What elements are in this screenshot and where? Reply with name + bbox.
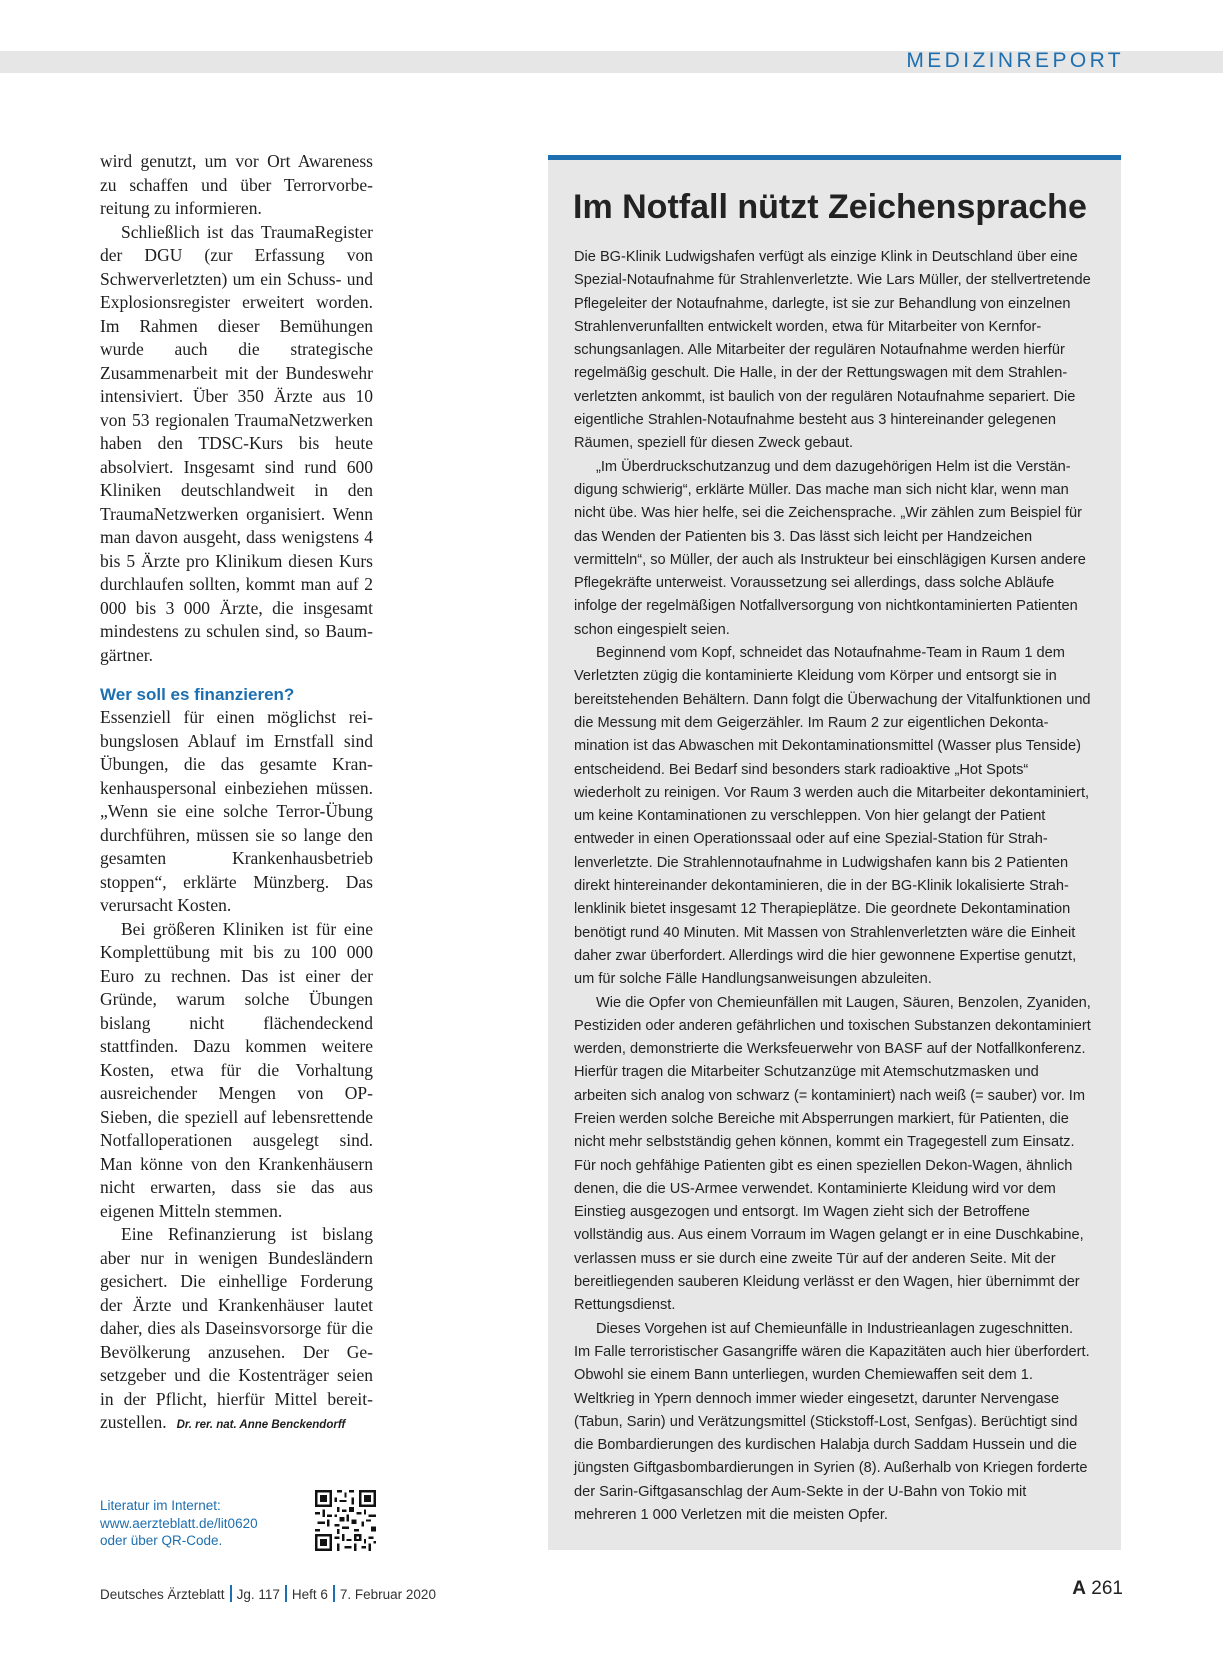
literature-label: Literatur im Internet: (100, 1498, 221, 1513)
body-paragraph: wird genutzt, um vor Ort Awareness zu schaffen und über Terrorvorbereitung zu informieren. (100, 151, 373, 218)
journal-issue: Heft 6 (291, 1587, 328, 1602)
footer-separator (333, 1585, 335, 1602)
page-prefix: A (1072, 1578, 1087, 1599)
info-box (548, 155, 1121, 1550)
box-paragraph: Die BG-Klinik Ludwigshafen verfügt als einzige Klink in Deutschland über eine Spezial-Notaufnahme für Strahlenverletzte. Wie Lars Müller, der stellvertretende Pflegeleiter der Notaufnahme, darlegte, ist sie zur Behandlung von einzelnen Strahlenverunfallten entwickelt worden, etwa für Mitarbeiter von Kernforschungsanlagen. Alle Mitarbeiter der regulären Notaufnahme werden hierfür regelmäßig geschult. Die Halle, in der der Rettungswagen mit dem Strahlenverletzten ankommt, ist baulich von der regulären Notaufnahme separiert. Die eigentliche Strahlen-Notaufnahme besteht aus 3 hintereinander gelegenen Räumen, speziell für diesen Zweck gebaut. (574, 249, 1091, 452)
closing-text: Eine Refinanzierung ist bislang aber nur in wenigen Bundesländern gesichert. Die einhellige Forderung der Ärzte und Krankenhäuser lautet daher, dies als Daseinsvorsorge für die Bevölkerung anzusehen. Der Gesetzgeber und die Kostenträger seien in der Pflicht, hierfür Mittel bereitzustellen. (100, 1224, 373, 1432)
author-name: Dr. rer. nat. Anne Benckendorff (176, 1419, 346, 1431)
journal-date: 7. Februar 2020 (339, 1587, 436, 1602)
box-paragraph: Dieses Vorgehen ist auf Chemieunfälle in Industrieanlagen zugeschnitten. Im Falle terroristischer Gasangriffe wären die Kapazitäten auch hier überfordert. Obwohl sie einem Bann unterliegen, wurden Chemiewaffen seit dem 1. Weltkrieg in Ypern dennoch immer wieder eingesetzt, darunter Nervengase (Tabun, Sarin) und Verätzungsmittel (Stickstoff-Lost, Senfgas). Berüchtigt sind die Bombardierungen des kurdischen Halabja durch Saddam Hussein und die jüngsten Giftgasbombardierungen in Syrien (8). Außerhalb von Kriegen forderte der Sarin-Giftgasanschlag der Aum-Sekte in der U-Bahn von Tokio mit mehreren 1 000 Verletzen mit die meisten Opfer. (574, 1320, 1090, 1524)
footer (100, 1585, 436, 1602)
qr-code-icon[interactable] (315, 1490, 376, 1551)
literature-note (100, 1497, 290, 1550)
body-paragraph: Essenziell für einen möglichst reibungslosen Ablauf im Ernstfall sind Übungen, die das gesamte Krankenhauspersonal einbeziehen müssen. „Wenn sie eine solche Terror-Übung durchführen, müssen sie so lange den gesamten Krankenhausbetrieb stoppen“, erklärte Münzberg. Das verursacht Kosten. (100, 707, 373, 915)
page-number (1072, 1578, 1123, 1600)
body-paragraph: Schließlich ist das TraumaRegister der DGU (zur Erfassung von Schwerverletzten) um ein Schuss- und Explosionsregister erweitert worden. Im Rahmen dieser Bemühungen wurde auch die strategische Zusammenarbeit mit der Bundeswehr intensiviert. Über 350 Ärzte aus 10 von 53 regionalen TraumaNetzwerken haben den TDSC-Kurs bis heute absolviert. Insgesamt sind rund 600 Kliniken deutschlandweit in den TraumaNetzwerken organisiert. Wenn man davon ausgeht, dass wenigstens 4 bis 5 Ärzte pro Klinikum diesen Kurs durchlaufen sollten, kommt man auf 2 000 bis 3 000 Ärzte, die insgesamt mindestens zu schulen sind, so Baumgärtner. (100, 221, 373, 665)
box-paragraph: Wie die Opfer von Chemieunfällen mit Laugen, Säuren, Benzolen, Zyaniden, Pestiziden oder anderen gefährlichen und toxischen Substanzen dekontaminiert werden, demonstrierte die Werksfeuerwehr von BASF auf der Notfallkonferenz. Hierfür tragen die Mitarbeiter Schutzanzüge mit Atemschutzmasken und arbeiten sich analog von schwarz (= kontaminiert) nach weiß (= sauber) vor. Im Freien werden solche Bereiche mit Absperrungen markiert, für Patienten, die nicht mehr selbstständig gehen können, kommt ein Tragegestell zum Einsatz. Für noch gehfähige Patienten gibt es einen speziellen Dekon-Wagen, ähnlich denen, die die US-Armee verwendet. Kontaminierte Kleidung wird vor dem Einstieg ausgezogen und entsorgt. Im Wagen zieht sich der Betroffene vollständig aus. Aus einem Vorraum im Wagen gelangt er in eine Duschkabine, verlassen muss er sie durch eine zweite Tür auf der anderen Seite. Mit der bereitliegenden sauberen Kleidung verlässt er den Wagen, hier übernimmt der Rettungsdienst. (574, 994, 1091, 1314)
body-paragraph: Bei größeren Kliniken ist für eine Komplettübung mit bis zu 100 000 Euro zu rechnen. Das ist einer der Gründe, warum solche Übungen bislang nicht flächendeckend stattfinden. Dazu kommen weitere Kosten, etwa für die Vorhaltung ausreichender Mengen von OP-Sieben, die speziell auf lebensrettende Notfalloperationen ausgelegt sind. Man könne von den Krankenhäusern nicht erwarten, dass sie das aus eigenen Mitteln stemmen. (100, 918, 373, 1221)
section-label: MEDIZINREPORT (906, 49, 1124, 72)
box-paragraph: „Im Überdruckschutzanzug und dem dazugehörigen Helm ist die Verständigung schwierig“, erklärte Müller. Das mache man sich nicht klar, wenn man nicht übe. Was hier helfe, sei die Zeichensprache. „Wir zählen zum Beispiel für das Wenden der Patienten bis 3. Das lässt sich leicht per Handzeichen vermitteln“, so Müller, der auch als Instrukteur bei einschlägigen Kursen andere Pflegekräfte unterweist. Voraussetzung sei allerdings, dass solche Abläufe infolge der regelmäßigen Notfallversorgung von nichtkontaminierten Patienten schon eingespielt seien. (574, 458, 1086, 638)
literature-link[interactable]: www.aerzteblatt.de/lit0620 (100, 1515, 258, 1531)
box-title: Im Notfall nützt Zeichensprache (573, 188, 1087, 226)
box-paragraph: Beginnend vom Kopf, schneidet das Notaufnahme-Team in Raum 1 dem Verletzten zügig die kontaminierte Kleidung vom Körper und entsorgt sie in bereitstehenden Behältern. Dann folgt die Überwachung der Vitalfunktionen und die Messung mit dem Geigerzähler. Im Raum 2 zur eigentlichen Dekontamination ist das Abwaschen mit Dekontaminationsmittel (Wasser plus Tenside) entscheidend. Bei Bedarf sind besonders stark radioaktive „Hot Spots“ wiederholt zu reinigen. Vor Raum 3 werden auch die Mitarbeiter dekontaminiert, um keine Kontaminationen zu verschleppen. Von hier gelangt der Patient entweder in einen Operationssaal oder auf eine Spezial-Station für Strahlenverletzte. Die Strahlennotaufnahme in Ludwigshafen kann bis 2 Patienten direkt hintereinander dekontaminieren, die in der BG-Klinik lokalisierte Strahlenklinik bietet insgesamt 12 Therapieplätze. Die geordnete Dekontamination benötigt rund 40 Minuten. Mit Massen von Strahlenverletzten wäre die Einheit daher zwar überfordert. Allerdings wird die hier gewonnene Expertise genutzt, um für solche Fälle Handlungsanweisungen abzuleiten. (574, 645, 1091, 988)
box-body (574, 246, 1092, 1527)
literature-qr-hint: oder über QR-Code. (100, 1533, 223, 1548)
journal-name: Deutsches Ärzteblatt (100, 1587, 225, 1602)
body-paragraph (100, 1223, 373, 1438)
footer-separator (230, 1585, 232, 1602)
footer-separator (285, 1585, 287, 1602)
page-number-value: 261 (1091, 1578, 1123, 1599)
left-column (100, 150, 373, 1438)
subheading: Wer soll es finanzieren? (100, 685, 295, 704)
journal-volume: Jg. 117 (236, 1587, 280, 1602)
